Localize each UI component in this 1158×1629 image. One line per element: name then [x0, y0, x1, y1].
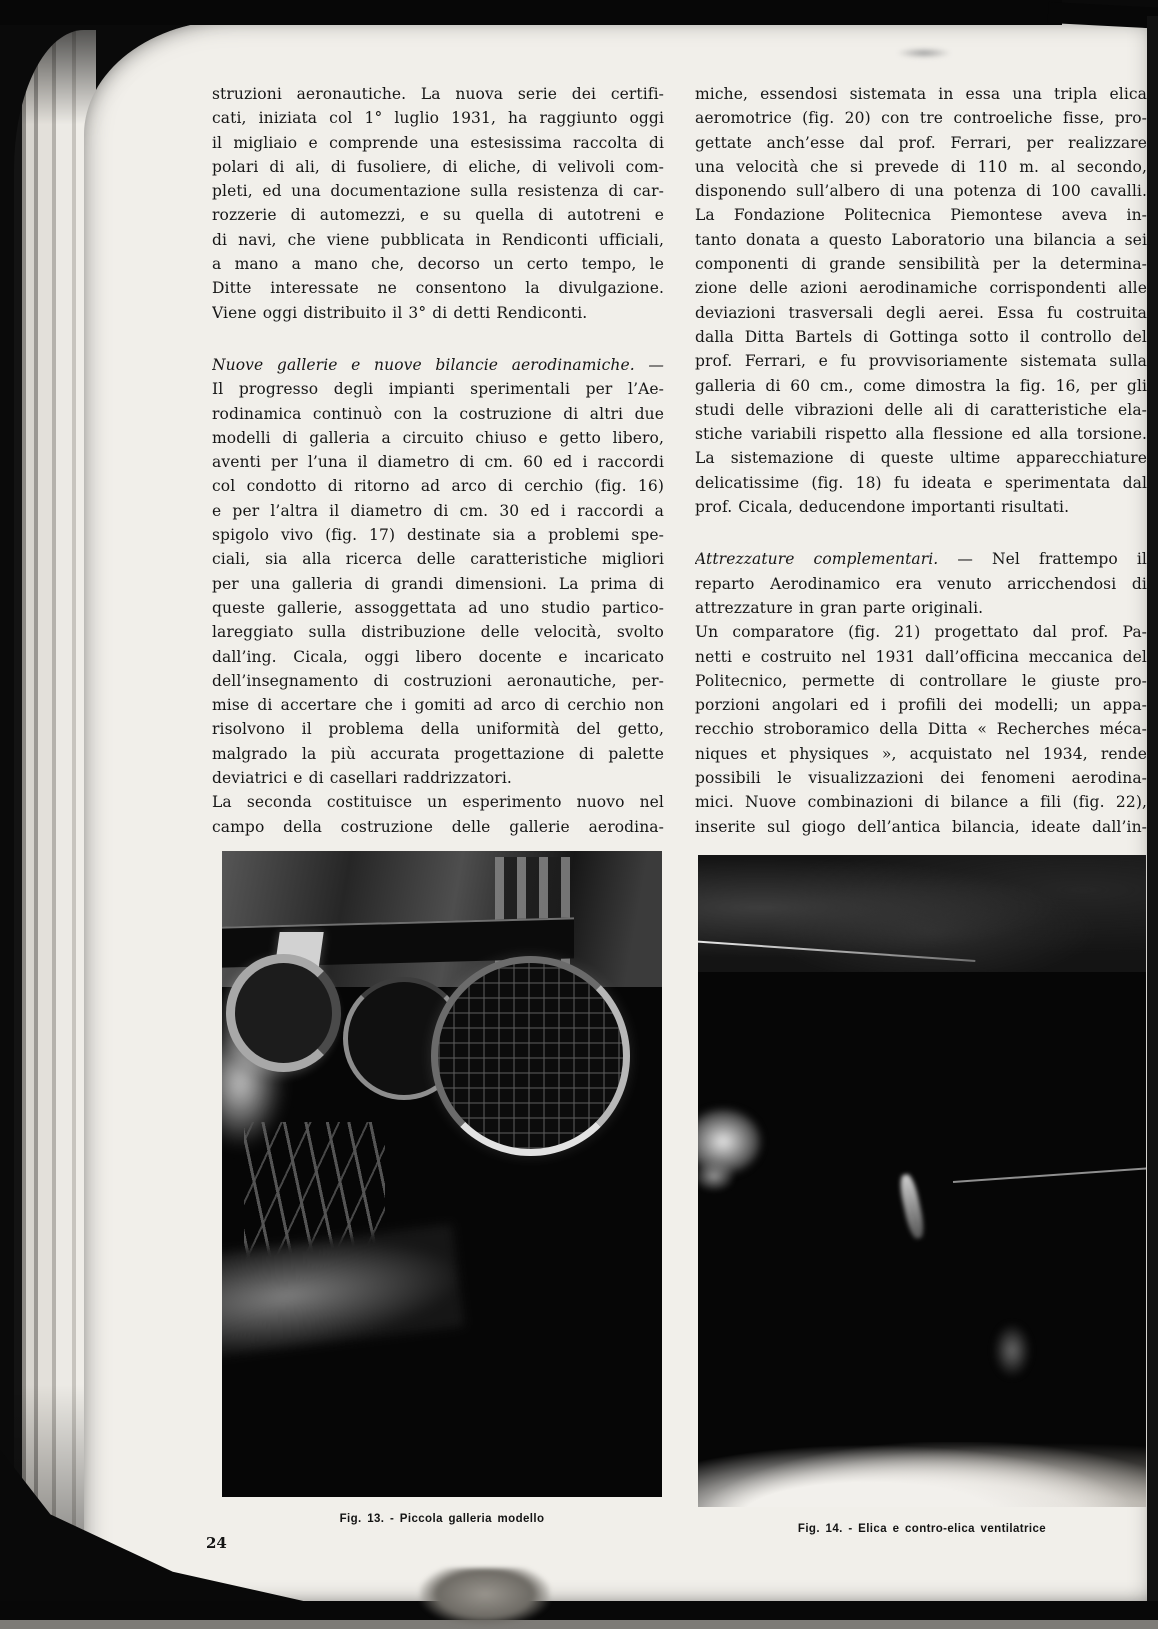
photo-hub-highlight — [897, 1174, 926, 1241]
text-line: una velocità che si prevede di 110 m. al secondo, — [695, 157, 1147, 176]
text-line: Viene oggi distribuito il 3° di detti Rendiconti. — [212, 303, 588, 322]
text-line: mise di accertare che i gomiti ad arco di cerchio non — [212, 696, 664, 715]
text-line: gettate anch’esse dal prof. Ferrari, per realizzare — [695, 133, 1147, 152]
paragraph — [695, 547, 1147, 839]
scan-bottom-edge — [0, 1601, 1158, 1620]
text-line: porzioni angolari ed i profili dei modelli; un appa- — [695, 696, 1147, 715]
scan-top-edge — [0, 0, 1062, 25]
text-line: struzioni aeronautiche. La nuova serie dei certifi- — [212, 85, 664, 103]
text-line — [695, 547, 1147, 571]
text-line: netti e costruito nel 1931 dall’officina meccanica del — [695, 647, 1147, 666]
text-line: col condotto di ritorno ad arco di cerchio (fig. 16) — [212, 477, 664, 496]
text-line: prof. Ferrari, e fu provvisoriamente sistemata sulla — [695, 352, 1147, 371]
text-line: La Fondazione Politecnica Piemontese aveva in- — [695, 206, 1147, 225]
photo-bottom-light-band — [698, 1442, 1146, 1507]
paragraph — [212, 353, 664, 839]
paragraph — [695, 82, 1147, 519]
text-line: cati, iniziata col 1° luglio 1931, ha raggiunto oggi — [212, 109, 664, 128]
text-line: dalla Ditta Bartels di Gottinga sotto il controllo del — [695, 327, 1147, 346]
text-line: a mano a mano che, decorso un certo tempo, le — [212, 255, 664, 274]
text-line: studi delle vibrazioni delle ali di caratteristiche ela- — [695, 400, 1147, 419]
text-line: e per l’altra il diametro di cm. 30 ed i raccordi a — [212, 501, 664, 520]
text-line: inserite sul giogo dell’antica bilancia, ideate dall’in- — [695, 817, 1147, 836]
text-line: possibili le visualizzazioni dei fenomeni aerodina- — [695, 769, 1147, 788]
text-line: attrezzature in gran parte originali. — [695, 598, 984, 617]
text-line: rodinamica continuò con la costruzione di altri due — [212, 404, 664, 423]
left-text-column — [212, 82, 664, 867]
text-line: per una galleria di grandi dimensioni. La prima di — [212, 574, 664, 593]
text-line: spigolo vivo (fig. 17) destinate sia a problemi spe- — [212, 526, 664, 545]
text-line: deviatrici e di casellari raddrizzatori. — [212, 769, 512, 788]
text-line: stiche variabili rispetto alla flessione ed alla torsione. — [695, 425, 1147, 444]
section-heading-line: Nuove gallerie e nuove bilancie aerodinamiche. — — [212, 355, 664, 374]
text-line: niques et physiques », acquistato nel 1934, rende — [695, 744, 1147, 763]
text-line: miche, essendosi sistemata in essa una tripla elica — [695, 85, 1147, 103]
text-line: tanto donata a questo Laboratorio una bilancia a sei — [695, 230, 1147, 249]
text-line: queste gallerie, assoggettata ad uno studio partico- — [212, 598, 664, 617]
figure-14-photo — [698, 855, 1146, 1507]
text-line: La sistemazione di queste ultime apparecchiature — [695, 449, 1147, 468]
text-line: risolvono il problema della uniformità del getto, — [212, 720, 664, 739]
paragraph — [212, 82, 664, 325]
text-line: Il progresso degli impianti sperimentali per l’Ae- — [212, 380, 664, 399]
text-line: malgrado la più accurata progettazione di palette — [212, 744, 664, 763]
text-line: zione delle azioni aerodinamiche corrispondenti alle — [695, 279, 1147, 298]
photo-tunnel-flange — [226, 954, 341, 1072]
text-line: lareggiato sulla distribuzione delle velocità, svolto — [212, 623, 664, 642]
text-line: delicatissime (fig. 18) fu ideata e sperimentata dal — [695, 473, 1147, 492]
text-line: prof. Cicala, deducendone importanti risultati. — [695, 498, 1070, 517]
figure-13-caption: Fig. 13. - Piccola galleria modello — [339, 1513, 545, 1525]
photo-mottled-top — [698, 855, 1146, 972]
text-line: ciali, sia alla ricerca delle caratteristiche migliori — [212, 550, 664, 569]
text-line: rozzerie di automezzi, e su quella di autotreni e — [212, 206, 664, 225]
photo-dim-spot — [994, 1324, 1030, 1376]
text-line: di navi, che viene pubblicata in Rendiconti ufficiali, — [212, 230, 664, 249]
text-line: Politecnico, permette di controllare le giuste pro- — [695, 671, 1147, 690]
text-line: dall’ing. Cicala, oggi libero docente e incaricato — [212, 647, 664, 666]
text-line: dell’insegnamento di costruzioni aeronautiche, per- — [212, 671, 664, 690]
text-line: mici. Nuove combinazioni di bilance a fili (fig. 22), — [695, 793, 1147, 812]
text-line: galleria di 60 cm., come dimostra la fig. 16, per gli — [695, 376, 1147, 395]
section-heading: Attrezzature complementari. — [695, 550, 939, 569]
page-number: 24 — [206, 1534, 227, 1552]
text-line: Ditte interessate ne consentono la divulgazione. — [212, 279, 664, 298]
text-line: polari di ali, di fusoliere, di eliche, di velivoli com- — [212, 157, 664, 176]
photo-left-highlight-small — [698, 1161, 734, 1190]
text-line: deviazioni trasversali degli aerei. Essa fu costruita — [695, 303, 1147, 322]
figure-14 — [698, 855, 1146, 1535]
text-line: La seconda costituisce un esperimento nuovo nel — [212, 793, 664, 812]
figure-14-caption: Fig. 14. - Elica e contro-elica ventilatrice — [797, 1523, 1047, 1535]
text-line: aventi per l’una il diametro di cm. 60 ed i raccordi — [212, 453, 664, 472]
text-line: disponendo sull’albero di una potenza di 100 cavalli. — [695, 182, 1147, 201]
scan-smudge-bottom — [420, 1568, 550, 1626]
text-line: modelli di galleria a circuito chiuso e getto libero, — [212, 428, 664, 447]
figure-13 — [222, 851, 662, 1525]
text-segment: — Nel frattempo il — [938, 550, 1147, 569]
figure-13-photo — [222, 851, 662, 1497]
text-line: componenti di grande sensibilità per la determina- — [695, 255, 1147, 274]
scan-smudge-top — [898, 48, 950, 58]
right-text-column — [695, 82, 1147, 867]
text-line: recchio stroboramico della Ditta « Recherches méca- — [695, 720, 1147, 739]
photo-tunnel-mouth-ring — [431, 956, 630, 1156]
text-line: il migliaio e comprende una estesissima raccolta di — [212, 133, 664, 152]
text-line: pleti, ed una documentazione sulla resistenza di car- — [212, 182, 664, 201]
scan-right-edge — [1147, 16, 1158, 1629]
text-line: campo della costruzione delle gallerie aerodina- — [212, 817, 664, 836]
text-line: reparto Aerodinamico era venuto arricchendosi di — [695, 574, 1147, 593]
text-line: aeromotrice (fig. 20) con tre controeliche fisse, pro- — [695, 109, 1147, 128]
scan-bottom-background — [0, 1620, 1158, 1629]
photo-blade-edge-line — [953, 1167, 1146, 1183]
text-line: Un comparatore (fig. 21) progettato dal prof. Pa- — [695, 623, 1147, 642]
